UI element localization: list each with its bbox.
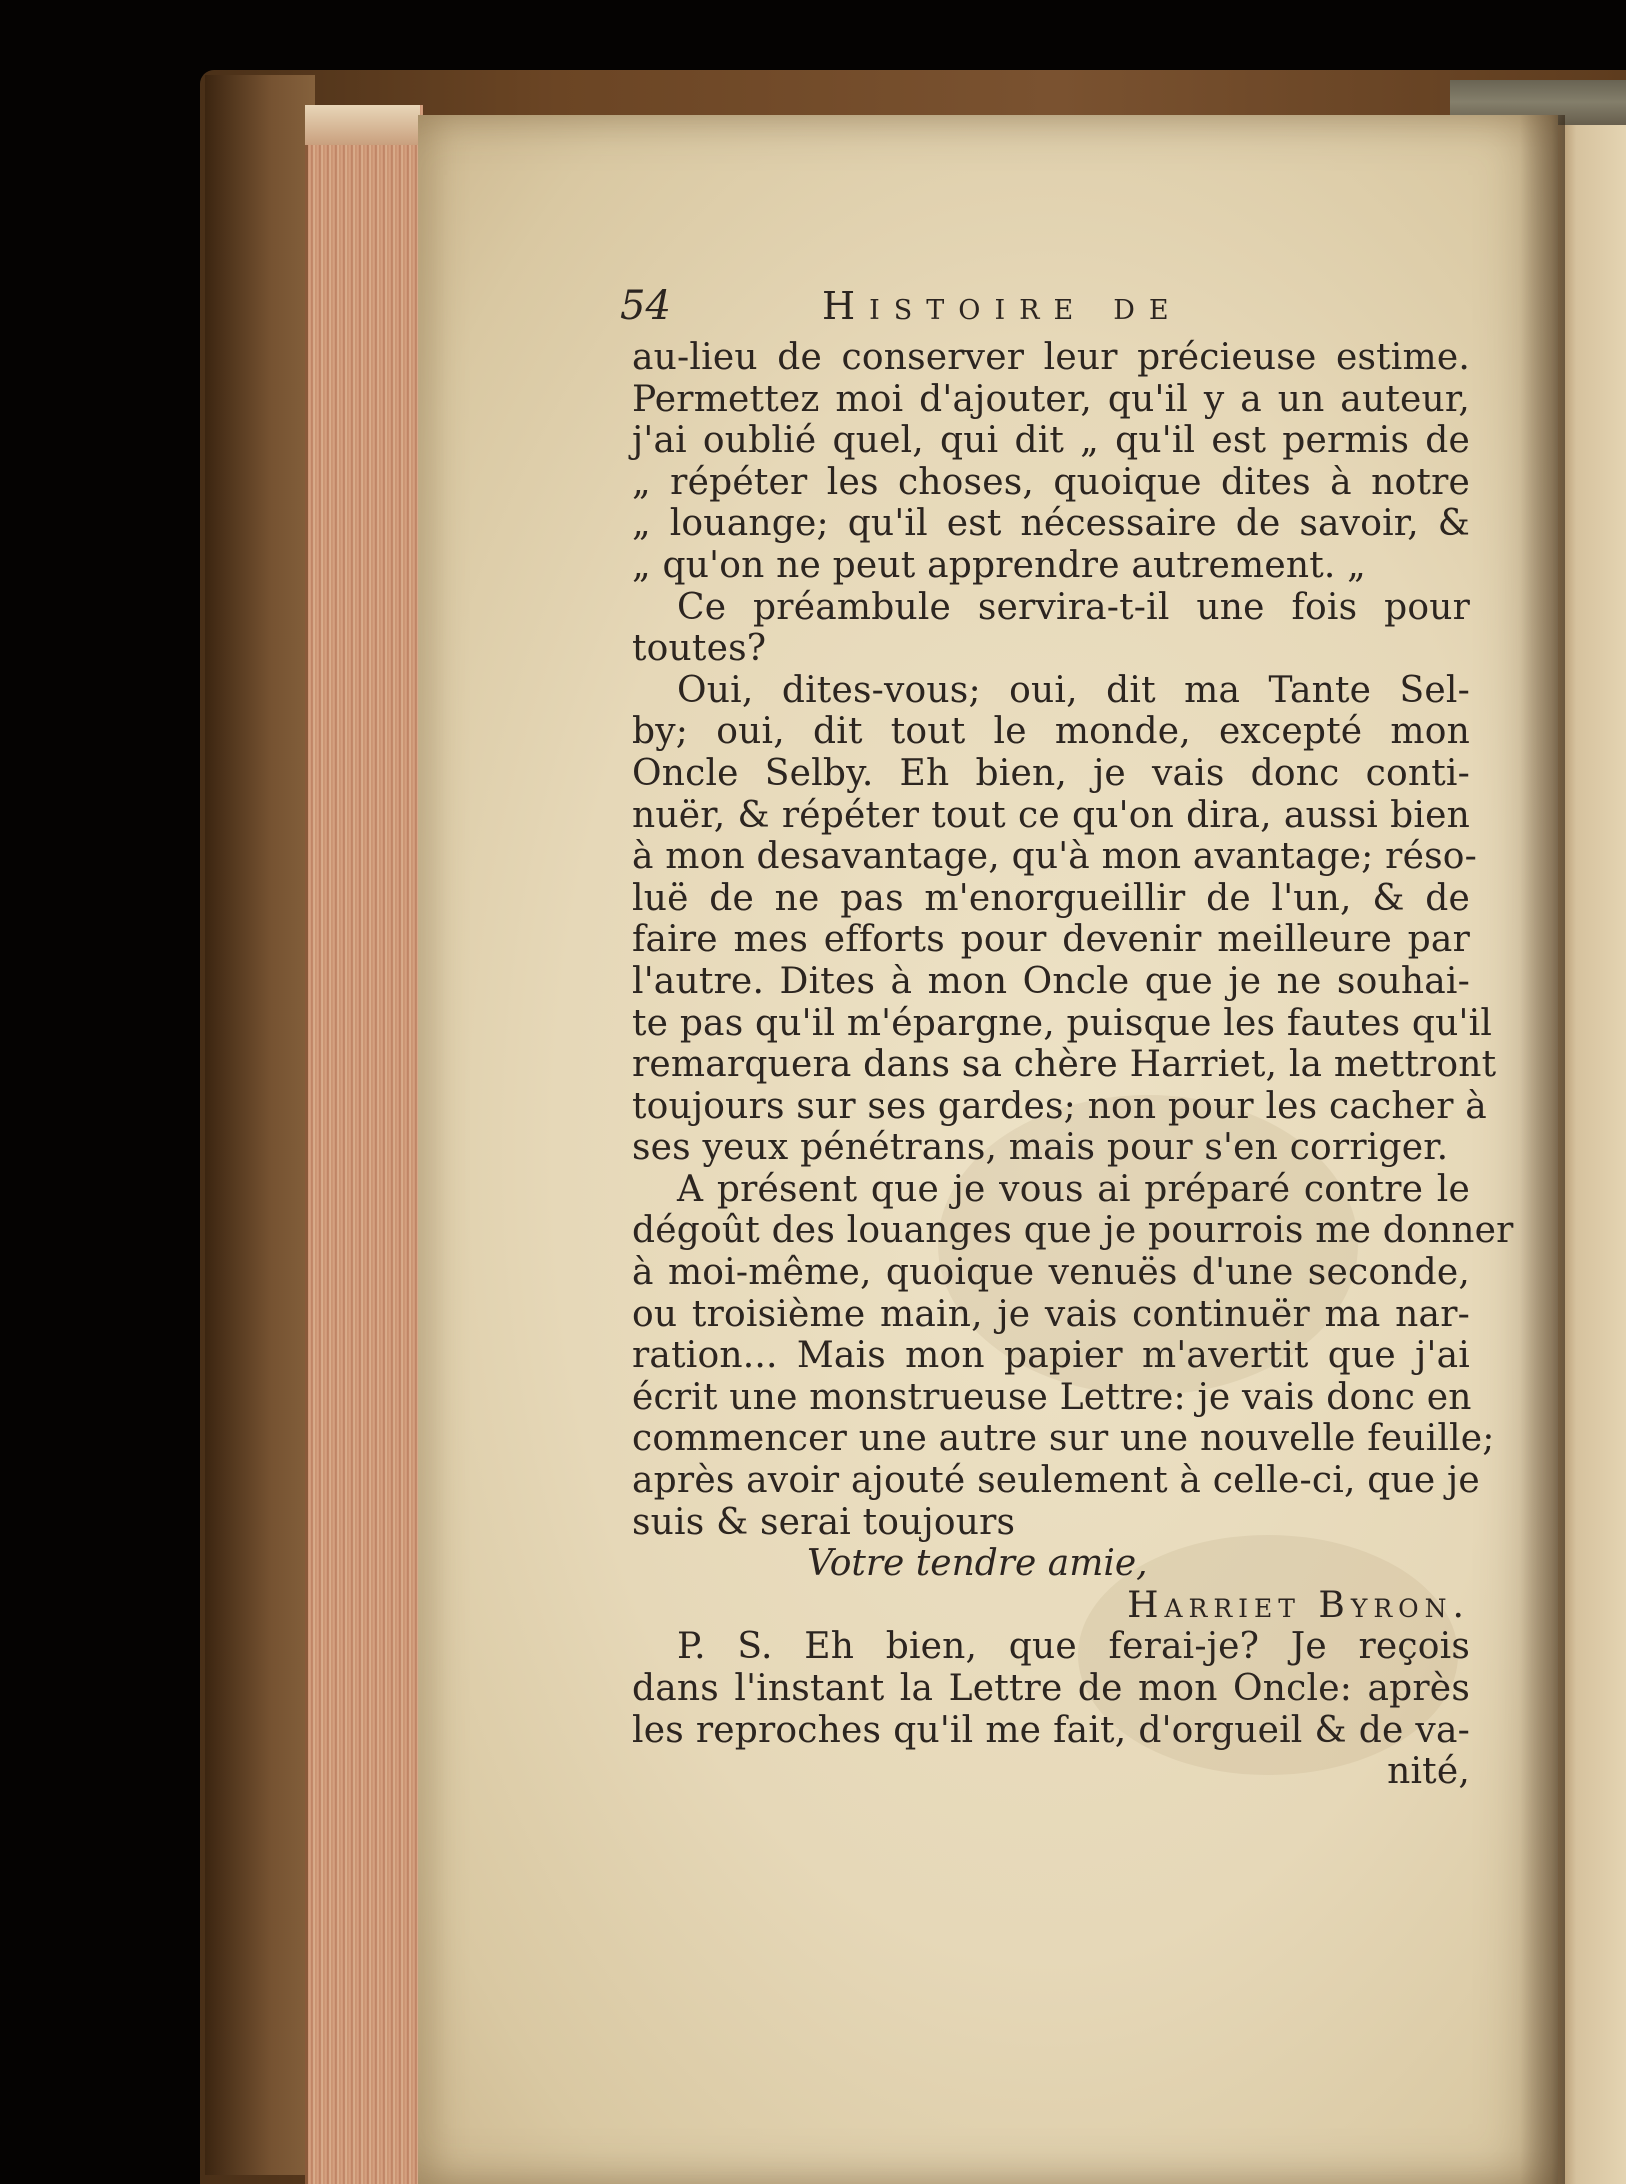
facing-page-edge bbox=[1555, 125, 1626, 2184]
text-line: „ louange; qu'il est nécessaire de savoir, & bbox=[632, 503, 1470, 545]
text-line: „ répéter les choses, quoique dites à notre bbox=[632, 461, 1470, 503]
postscript-line: les reproches qu'il me fait, d'orgueil & de va- bbox=[632, 1709, 1470, 1751]
text-line: après avoir ajouté seulement à celle-ci, que je bbox=[632, 1460, 1480, 1502]
page-number: 54 bbox=[620, 283, 671, 329]
cover-edge bbox=[205, 75, 315, 2175]
text-line: Permettez moi d'ajouter, qu'il y a un auteur, bbox=[632, 378, 1470, 420]
postscript-line: dans l'instant la Lettre de mon Oncle: après bbox=[632, 1668, 1470, 1709]
text-line: Ce préambule servira-t-il une fois pour bbox=[677, 586, 1470, 628]
text-line: remarquera dans sa chère Harriet, la mettront bbox=[632, 1044, 1497, 1086]
running-head bbox=[620, 275, 1470, 337]
text-line: au-lieu de conserver leur précieuse estime. bbox=[632, 337, 1470, 378]
text-line: nuër, & répéter tout ce qu'on dira, aussi bien bbox=[632, 794, 1470, 836]
text-line: ration... Mais mon papier m'avertit que j'ai bbox=[632, 1335, 1470, 1377]
text-line: luë de ne pas m'enorgueillir de l'un, & de bbox=[632, 877, 1470, 919]
running-title: Histoire de bbox=[822, 284, 1183, 328]
text-line: Oncle Selby. Eh bien, je vais donc conti- bbox=[632, 752, 1470, 794]
text-block bbox=[620, 275, 1514, 1793]
text-line: dégoût des louanges que je pourrois me donner bbox=[632, 1210, 1514, 1252]
text-line: „ qu'on ne peut apprendre autrement. „ bbox=[632, 544, 1367, 586]
text-line: te pas qu'il m'épargne, puisque les fautes qu'il bbox=[632, 1002, 1493, 1044]
text-line: faire mes efforts pour devenir meilleure par bbox=[632, 919, 1470, 961]
text-line: ou troisième main, je vais continuër ma nar- bbox=[632, 1293, 1470, 1335]
signature: Harriet Byron. bbox=[1127, 1584, 1470, 1626]
text-line: écrit une monstrueuse Lettre: je vais donc en bbox=[632, 1376, 1472, 1418]
page-edges-top bbox=[305, 105, 420, 145]
text-line: à mon desavantage, qu'à mon avantage; réso- bbox=[632, 836, 1477, 878]
text-line: ses yeux pénétrans, mais pour s'en corriger. bbox=[632, 1127, 1449, 1169]
closing-line: Votre tendre amie, bbox=[807, 1543, 1148, 1585]
text-line: à moi-même, quoique venuës d'une seconde, bbox=[632, 1252, 1470, 1294]
text-line: A présent que je vous ai préparé contre le bbox=[677, 1168, 1470, 1210]
postscript-line: nité, bbox=[1387, 1751, 1470, 1793]
text-line: toutes? bbox=[632, 628, 767, 670]
gutter-shadow bbox=[1520, 115, 1565, 2184]
text-line: Oui, dites-vous; oui, dit ma Tante Sel- bbox=[677, 669, 1470, 711]
text-line: l'autre. Dites à mon Oncle que je ne souhai- bbox=[632, 960, 1470, 1002]
page-edges bbox=[305, 105, 423, 2184]
text-line: commencer une autre sur une nouvelle feuille; bbox=[632, 1418, 1495, 1460]
postscript-line: P. S. Eh bien, que ferai-je? Je reçois bbox=[677, 1626, 1470, 1668]
text-line: toujours sur ses gardes; non pour les cacher à bbox=[632, 1085, 1487, 1127]
text-line: by; oui, dit tout le monde, excepté mon bbox=[632, 711, 1470, 753]
text-line: suis & serai toujours bbox=[632, 1501, 1016, 1543]
text-line: j'ai oublié quel, qui dit „ qu'il est permis de bbox=[632, 420, 1470, 462]
